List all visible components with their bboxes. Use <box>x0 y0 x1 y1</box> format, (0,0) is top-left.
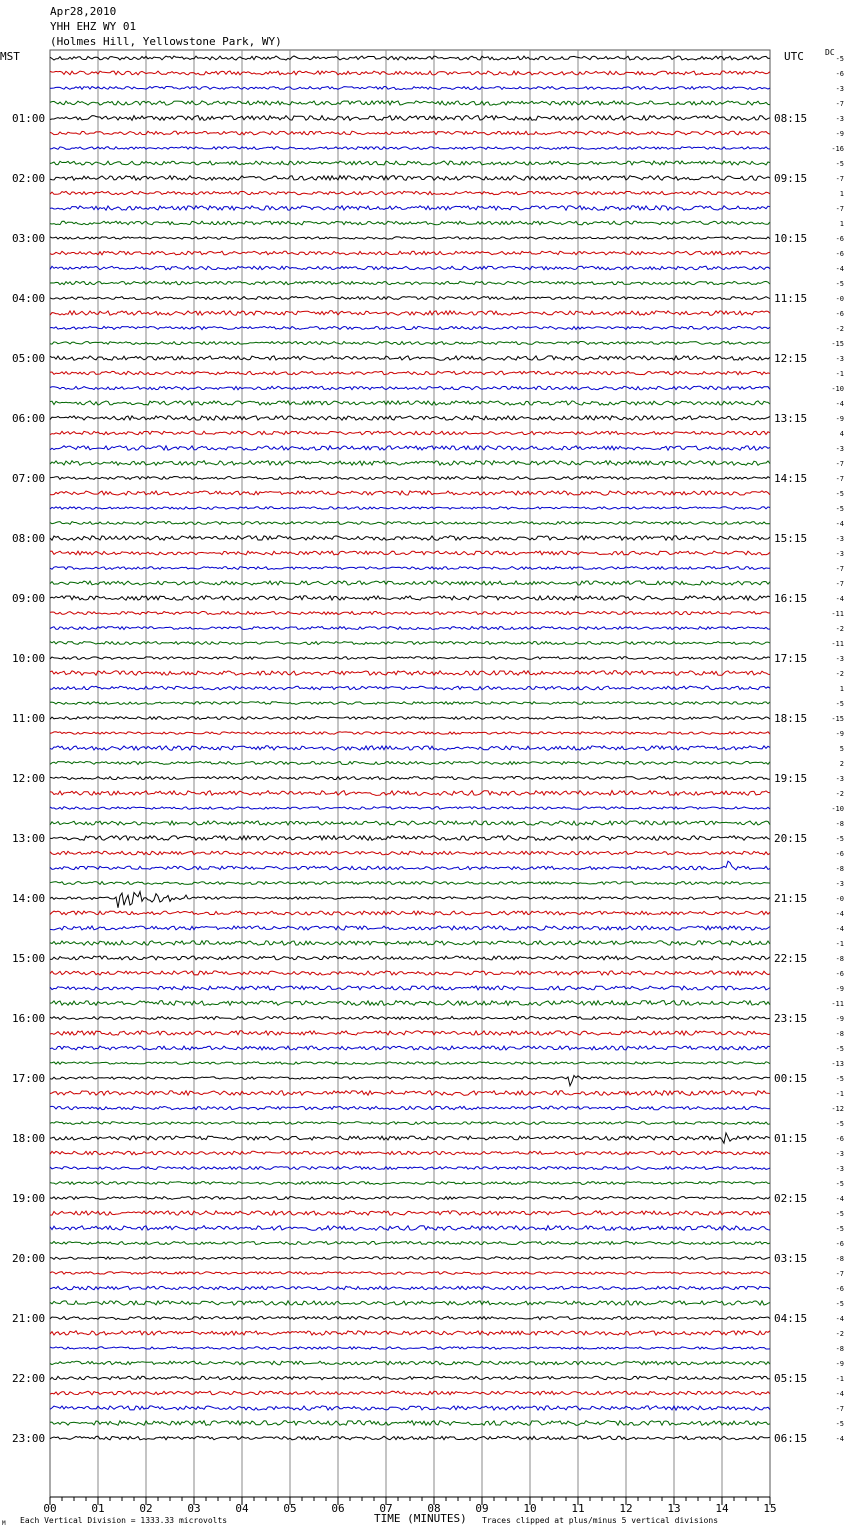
dc-offset-value: -8 <box>835 865 844 873</box>
hour-label-right: 00:15 <box>774 1072 808 1085</box>
dc-offset-value: -1 <box>835 940 844 948</box>
seismic-trace <box>50 1151 770 1155</box>
station-location: (Holmes Hill, Yellowstone Park, WY) <box>50 35 282 48</box>
dc-offset-value: -5 <box>835 505 844 513</box>
x-tick-label: 08 <box>427 1502 441 1515</box>
seismic-trace <box>50 702 770 705</box>
dc-offset-value: -9 <box>835 1015 844 1023</box>
x-tick-label: 15 <box>763 1502 777 1515</box>
hour-label-right: 08:15 <box>774 112 808 125</box>
seismic-trace <box>50 761 770 764</box>
seismic-trace <box>50 611 770 614</box>
x-tick-label: 07 <box>379 1502 393 1515</box>
seismic-trace <box>50 1106 770 1109</box>
dc-offset-value: -0 <box>835 295 844 303</box>
dc-offset-value: -15 <box>831 715 844 723</box>
dc-offset-header: DC <box>825 48 835 57</box>
dc-offset-value: 1 <box>839 190 844 198</box>
seismic-trace <box>50 1122 770 1125</box>
dc-offset-value: -5 <box>835 1045 844 1053</box>
dc-offset-value: -5 <box>835 1180 844 1188</box>
seismic-trace <box>50 116 770 121</box>
dc-offset-value: -5 <box>835 55 844 63</box>
hour-label-right: 13:15 <box>774 412 808 425</box>
dc-offset-value: -5 <box>835 1300 844 1308</box>
hour-label-left: 17:00 <box>12 1072 46 1085</box>
dc-offset-value: -9 <box>835 130 844 138</box>
x-tick-label: 04 <box>235 1502 249 1515</box>
dc-offset-value: -2 <box>835 790 844 798</box>
seismic-trace <box>50 596 770 600</box>
seismic-trace <box>50 87 770 90</box>
dc-offset-value: -1 <box>835 370 844 378</box>
corner-mark: M <box>2 1520 6 1527</box>
x-tick-label: 09 <box>475 1502 489 1515</box>
seismic-trace <box>50 567 770 570</box>
seismic-trace <box>50 522 770 525</box>
hour-label-left: 18:00 <box>12 1132 46 1145</box>
seismic-trace <box>50 671 770 675</box>
dc-offset-value: -13 <box>831 1060 844 1068</box>
hour-label-left: 15:00 <box>12 952 46 965</box>
x-tick-label: 05 <box>283 1502 297 1515</box>
dc-offset-value: -5 <box>835 490 844 498</box>
seismic-trace <box>50 1347 770 1349</box>
seismic-trace <box>50 1133 770 1143</box>
hour-label-right: 15:15 <box>774 532 808 545</box>
dc-offset-value: -12 <box>831 1105 844 1113</box>
seismic-trace <box>50 131 770 135</box>
seismic-trace <box>50 861 770 870</box>
dc-offset-value: -7 <box>835 1270 844 1278</box>
seismic-trace <box>50 1361 770 1365</box>
hour-label-right: 05:15 <box>774 1372 808 1385</box>
seismic-trace <box>50 657 770 660</box>
station-code: YHH EHZ WY 01 <box>50 20 137 33</box>
hour-label-left: 19:00 <box>12 1192 46 1205</box>
x-tick-label: 01 <box>91 1502 105 1515</box>
dc-offset-value: -6 <box>835 250 844 258</box>
seismic-trace <box>50 1272 770 1275</box>
dc-offset-value: -11 <box>831 610 844 618</box>
seismic-trace <box>50 386 770 389</box>
seismic-trace <box>50 1016 770 1019</box>
dc-offset-value: -5 <box>835 280 844 288</box>
seismic-trace <box>50 1182 770 1185</box>
seismic-trace <box>50 326 770 329</box>
hour-label-right: 21:15 <box>774 892 808 905</box>
seismic-trace <box>50 1376 770 1379</box>
hour-label-right: 09:15 <box>774 172 808 185</box>
dc-offset-value: -7 <box>835 100 844 108</box>
dc-offset-value: -9 <box>835 730 844 738</box>
hour-label-left: 23:00 <box>12 1432 46 1445</box>
seismic-trace <box>50 191 770 194</box>
dc-offset-value: 1 <box>839 685 844 693</box>
seismic-trace <box>50 507 770 509</box>
dc-offset-value: -4 <box>835 925 844 933</box>
dc-offset-value: -11 <box>831 1000 844 1008</box>
seismic-trace <box>50 1316 770 1319</box>
hour-label-left: 22:00 <box>12 1372 46 1385</box>
hour-label-right: 17:15 <box>774 652 808 665</box>
dc-offset-value: -3 <box>835 1165 844 1173</box>
seismic-trace <box>50 356 770 360</box>
dc-offset-value: -4 <box>835 1315 844 1323</box>
dc-offset-value: -7 <box>835 1405 844 1413</box>
seismic-trace <box>50 401 770 405</box>
dc-offset-value: 2 <box>839 760 844 768</box>
hour-label-left: 13:00 <box>12 832 46 845</box>
clip-note: Traces clipped at plus/minus 5 vertical divisions <box>482 1516 719 1525</box>
seismic-trace <box>50 416 770 420</box>
x-tick-label: 12 <box>619 1502 633 1515</box>
seismic-trace <box>50 791 770 796</box>
seismic-trace <box>50 642 770 645</box>
seismic-trace <box>50 342 770 345</box>
x-tick-label: 10 <box>523 1502 537 1515</box>
seismic-trace <box>50 71 770 75</box>
hour-label-left: 10:00 <box>12 652 46 665</box>
x-tick-label: 14 <box>715 1502 729 1515</box>
seismic-trace <box>50 1331 770 1335</box>
hour-label-left: 20:00 <box>12 1252 46 1265</box>
x-tick-label: 11 <box>571 1502 585 1515</box>
hour-label-left: 11:00 <box>12 712 46 725</box>
dc-offset-value: -9 <box>835 415 844 423</box>
seismic-trace <box>50 746 770 750</box>
hour-label-right: 22:15 <box>774 952 808 965</box>
seismic-trace <box>50 251 770 255</box>
hour-label-left: 04:00 <box>12 292 46 305</box>
hour-label-right: 16:15 <box>774 592 808 605</box>
dc-offset-value: -3 <box>835 775 844 783</box>
hour-label-left: 14:00 <box>12 892 46 905</box>
seismic-trace <box>50 807 770 810</box>
seismic-trace <box>50 926 770 930</box>
dc-offset-value: -2 <box>835 670 844 678</box>
dc-offset-value: -4 <box>835 265 844 273</box>
dc-offset-value: -5 <box>835 1420 844 1428</box>
seismic-trace <box>50 221 770 225</box>
seismic-trace <box>50 1031 770 1035</box>
dc-offset-value: -3 <box>835 355 844 363</box>
dc-offset-value: -5 <box>835 1210 844 1218</box>
seismic-trace <box>50 1257 770 1260</box>
dc-offset-value: -5 <box>835 1225 844 1233</box>
dc-offset-value: -3 <box>835 445 844 453</box>
dc-offset-value: 4 <box>839 430 844 438</box>
hour-label-left: 03:00 <box>12 232 46 245</box>
dc-offset-value: -5 <box>835 1075 844 1083</box>
dc-offset-value: -7 <box>835 460 844 468</box>
dc-offset-value: -5 <box>835 835 844 843</box>
seismic-trace <box>50 1167 770 1170</box>
seismic-trace <box>50 686 770 690</box>
hour-label-right: 11:15 <box>774 292 808 305</box>
hour-label-right: 23:15 <box>774 1012 808 1025</box>
seismic-trace <box>50 206 770 210</box>
hour-label-left: 05:00 <box>12 352 46 365</box>
seismic-trace <box>50 1301 770 1305</box>
plot-date: Apr28,2010 <box>50 5 117 18</box>
x-tick-label: 00 <box>43 1502 57 1515</box>
seismic-trace <box>50 1062 770 1064</box>
hour-label-right: 03:15 <box>774 1252 808 1265</box>
hour-label-right: 06:15 <box>774 1432 808 1445</box>
dc-offset-value: -6 <box>835 1135 844 1143</box>
hour-label-left: 08:00 <box>12 532 46 545</box>
dc-offset-value: -3 <box>835 550 844 558</box>
dc-offset-value: -4 <box>835 520 844 528</box>
seismic-trace <box>50 297 770 300</box>
dc-offset-value: -2 <box>835 1330 844 1338</box>
seismic-trace <box>50 237 770 239</box>
dc-offset-value: -8 <box>835 1255 844 1263</box>
seismic-trace <box>50 911 770 915</box>
seismic-trace <box>50 551 770 555</box>
hour-label-right: 14:15 <box>774 472 808 485</box>
dc-offset-value: -6 <box>835 970 844 978</box>
hour-label-right: 10:15 <box>774 232 808 245</box>
dc-offset-value: -7 <box>835 475 844 483</box>
seismic-trace <box>50 882 770 885</box>
dc-offset-value: -4 <box>835 595 844 603</box>
seismic-trace <box>50 477 770 480</box>
hour-label-right: 04:15 <box>774 1312 808 1325</box>
seismic-trace <box>50 892 770 908</box>
seismic-trace <box>50 1391 770 1395</box>
dc-offset-value: -6 <box>835 1240 844 1248</box>
dc-offset-value: -9 <box>835 985 844 993</box>
dc-offset-value: -7 <box>835 205 844 213</box>
hour-label-left: 09:00 <box>12 592 46 605</box>
seismic-trace <box>50 1076 770 1086</box>
dc-offset-value: -4 <box>835 1435 844 1443</box>
seismic-trace <box>50 1211 770 1215</box>
dc-offset-value: -3 <box>835 535 844 543</box>
seismic-trace <box>50 266 770 270</box>
seismic-trace <box>50 536 770 540</box>
dc-offset-value: 1 <box>839 220 844 228</box>
dc-offset-value: -11 <box>831 640 844 648</box>
dc-offset-value: -0 <box>835 895 844 903</box>
seismic-trace <box>50 1406 770 1410</box>
seismic-trace <box>50 956 770 960</box>
x-axis-title: TIME (MINUTES) <box>374 1512 467 1525</box>
seismic-trace <box>50 371 770 374</box>
dc-offset-value: -15 <box>831 340 844 348</box>
seismic-trace <box>50 1046 770 1050</box>
hour-label-left: 06:00 <box>12 412 46 425</box>
seismic-trace <box>50 1421 770 1426</box>
seismic-trace <box>50 1001 770 1006</box>
seismic-trace <box>50 446 770 450</box>
seismic-trace <box>50 101 770 105</box>
dc-offset-value: -6 <box>835 1285 844 1293</box>
dc-offset-value: -1 <box>835 1090 844 1098</box>
left-timezone-label: MST <box>0 50 20 63</box>
hour-label-right: 19:15 <box>774 772 808 785</box>
seismic-trace <box>50 1436 770 1440</box>
hour-label-left: 01:00 <box>12 112 46 125</box>
dc-offset-value: -3 <box>835 655 844 663</box>
dc-offset-value: -5 <box>835 160 844 168</box>
dc-offset-value: -3 <box>835 85 844 93</box>
dc-offset-value: -6 <box>835 70 844 78</box>
dc-offset-value: -7 <box>835 175 844 183</box>
dc-offset-value: -6 <box>835 310 844 318</box>
seismic-trace <box>50 1226 770 1231</box>
dc-offset-value: -8 <box>835 955 844 963</box>
seismic-trace <box>50 161 770 165</box>
seismic-trace <box>50 311 770 315</box>
seismic-trace <box>50 971 770 975</box>
seismic-trace <box>50 431 770 435</box>
x-tick-label: 02 <box>139 1502 153 1515</box>
dc-offset-value: 5 <box>839 745 844 753</box>
dc-offset-value: -8 <box>835 820 844 828</box>
seismic-trace <box>50 281 770 284</box>
dc-offset-value: -2 <box>835 625 844 633</box>
dc-offset-value: -7 <box>835 580 844 588</box>
dc-offset-value: -16 <box>831 145 844 153</box>
seismic-trace <box>50 717 770 720</box>
seismic-trace <box>50 1091 770 1096</box>
dc-offset-value: -6 <box>835 850 844 858</box>
dc-offset-value: -8 <box>835 1030 844 1038</box>
dc-offset-value: -4 <box>835 1390 844 1398</box>
hour-label-left: 21:00 <box>12 1312 46 1325</box>
dc-offset-value: -2 <box>835 325 844 333</box>
hour-label-left: 16:00 <box>12 1012 46 1025</box>
dc-offset-value: -5 <box>835 700 844 708</box>
hour-label-left: 07:00 <box>12 472 46 485</box>
scale-note: Each Vertical Division = 1333.33 microvolts <box>20 1516 228 1525</box>
hour-label-left: 02:00 <box>12 172 46 185</box>
dc-offset-value: -8 <box>835 1345 844 1353</box>
dc-offset-value: -4 <box>835 910 844 918</box>
hour-label-right: 01:15 <box>774 1132 808 1145</box>
seismic-trace <box>50 176 770 181</box>
dc-offset-value: -3 <box>835 115 844 123</box>
dc-offset-value: -3 <box>835 1150 844 1158</box>
seismic-trace <box>50 147 770 150</box>
seismic-trace <box>50 821 770 825</box>
seismic-trace <box>50 732 770 734</box>
seismic-trace <box>50 461 770 466</box>
hour-label-right: 02:15 <box>774 1192 808 1205</box>
dc-offset-value: -4 <box>835 1195 844 1203</box>
hour-label-left: 12:00 <box>12 772 46 785</box>
seismic-trace <box>50 1286 770 1289</box>
seismic-trace <box>50 491 770 495</box>
seismic-trace <box>50 581 770 585</box>
seismic-trace <box>50 56 770 60</box>
seismic-trace <box>50 627 770 630</box>
seismic-trace <box>50 1197 770 1200</box>
dc-offset-value: -1 <box>835 1375 844 1383</box>
seismic-trace <box>50 986 770 990</box>
hour-label-right: 20:15 <box>774 832 808 845</box>
dc-offset-value: -4 <box>835 400 844 408</box>
seismic-trace <box>50 1242 770 1245</box>
hour-label-right: 12:15 <box>774 352 808 365</box>
x-tick-label: 13 <box>667 1502 681 1515</box>
right-timezone-label: UTC <box>784 50 804 63</box>
dc-offset-value: -10 <box>831 385 844 393</box>
seismic-trace <box>50 851 770 855</box>
x-tick-label: 06 <box>331 1502 345 1515</box>
dc-offset-value: -10 <box>831 805 844 813</box>
seismic-trace <box>50 776 770 779</box>
seismic-trace <box>50 941 770 945</box>
dc-offset-value: -5 <box>835 1120 844 1128</box>
dc-offset-value: -6 <box>835 235 844 243</box>
x-tick-label: 03 <box>187 1502 201 1515</box>
hour-label-right: 18:15 <box>774 712 808 725</box>
dc-offset-value: -7 <box>835 565 844 573</box>
dc-offset-value: -9 <box>835 1360 844 1368</box>
dc-offset-value: -3 <box>835 880 844 888</box>
seismic-trace <box>50 836 770 841</box>
